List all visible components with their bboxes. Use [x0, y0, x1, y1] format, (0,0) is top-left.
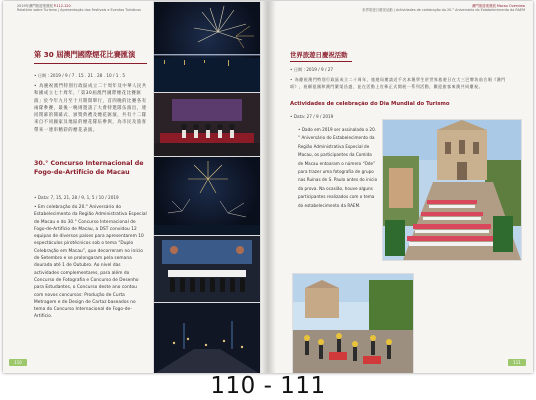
section-title-fireworks-pt-line1: 30.° Concurso Internacional de: [34, 160, 144, 167]
section-title-tourism-day-zh: 世界旅遊日慶祝活動: [290, 51, 348, 59]
section-divider: [34, 63, 147, 64]
page-range-label: 110 - 111: [210, 373, 326, 399]
night-street-image: [154, 303, 260, 373]
fireworks-body-pt: • Em celebração do 20.° Aniversário do Estabelecimento da Região Administrativa Especial de Macau e do 30.° Concurso Internacional de Fogo-de-Artifício de Macau, a DST convidou 12 equipas de diversos países para apresentarem 10 espectáculos pirotécnicos sob o tema “Duplo Celebração em Macau”, que decorreram no início de Setembro e se prolongaram pela semana dourada até 1 de Outubro. Ao nível das actividades complementares, para além do Concurso de Fotografia e Concurso de Desenho para Estudantes, o Concurso deste ano contou com novos concursos: Produção de Curta Metragem e de Design de Cartaz baseados no tema do Concurso Internacional de Fogo-de-Artifício.: [34, 205, 147, 320]
tourism-day-body-zh: • 為慶祝澳門特別行政區成立二十周年，旅遊局邀請近千名本澳學生於世界旅遊日在大三巴牌坊前合唱《澳門頌》，祝願祖國和澳門繁榮昌盛，並在活動上宣佈正式開展一系列活動，歡迎旅客來澳共同慶祝。: [290, 77, 506, 89]
photo-ruins-st-paul: [382, 119, 522, 261]
left-page: [3, 1, 268, 373]
left-running-head: [17, 4, 141, 12]
section-title-fireworks-zh: 第 30 屆澳門國際煙花比賽匯演: [34, 50, 136, 59]
fireworks-tower-image: [154, 157, 260, 235]
fireworks-dates-zh: • 日期 : 2019 / 9 / 7 . 15 . 21 . 28 . 10 / 1 . 5: [34, 73, 126, 78]
right-running-head-line1: 澳門旅遊業發展 Macau Overview: [472, 4, 525, 8]
award-ceremony-image: [154, 236, 260, 302]
section-title-fireworks-pt-line2: Fogo-de-Artifício de Macau: [34, 169, 130, 176]
photo-fireworks-tower: [153, 156, 261, 236]
right-page: [268, 1, 533, 373]
tourism-day-dates-zh: • 日期 : 2019 / 9 / 27: [290, 67, 334, 72]
magazine-spread: [3, 1, 533, 373]
tourism-day-dates-pt: • Data: 27 / 9 / 2019: [290, 114, 334, 119]
left-running-head-line1: 2019年澳門旅遊業發展: [17, 4, 53, 8]
photo-night-street: [153, 302, 261, 373]
photo-award-ceremony: [153, 235, 261, 303]
page-number-right: 111: [508, 359, 526, 366]
fireworks-bridge-image: [154, 2, 260, 92]
fireworks-body-zh: • 為慶祝澳門特別行政區成立二十周年及中華人民共和國成立七十周年，「第30屆澳門國際煙花比賽匯演」於今年九月至十月期間舉行，首四晚的比賽各有兩隊參賽，最後一晚則邀請了大會特邀隊伍演出，連同閉幕的開幕式、頒獎典禮及煙花匯演，共有十二隊來自不同國家及地區的煙花隊伍參與，為市民及旅客帶來一連串精彩的煙花表演。: [34, 84, 147, 133]
right-running-head: [362, 4, 525, 12]
ruins-st-paul-image: [383, 120, 521, 260]
section-divider: [290, 61, 352, 62]
section-title-tourism-day-pt: Actividades de celebração do Dia Mundial do Turismo: [290, 101, 450, 107]
tourism-day-body-pt: • Dado em 2019 ser assinalado o 20.° Aniversário do Estabelecimento da Região Administrativa Especial de Macau, os participantes da Comida de Macau entoaram o número “Ode” para trazer uma fotografia de grupo nas Ruínas de S. Paulo antes do início da prova. Na ocasião, houve alguns participantes realizados com o tema do estabelecimento da RAEM.: [298, 127, 378, 208]
photo-fireworks-bridge: [153, 1, 261, 93]
photo-launch-ceremony: [153, 92, 261, 157]
right-running-head-line2: 世界旅遊日慶祝活動 | Actividades de celebração do 20.° Aniversário do Estabelecimento da RAEM: [362, 8, 525, 13]
book-gutter: [260, 1, 276, 373]
photo-tourism-day-event: [292, 273, 414, 373]
fireworks-dates-pt: • Data: 7, 15, 21, 28 / 9, 1, 5 / 10 / 2019: [34, 195, 119, 200]
section-title-fireworks-pt: [34, 159, 144, 177]
page-number-left: 110: [9, 359, 27, 366]
left-running-head-code: P.112-120: [53, 4, 71, 8]
left-running-head-line2: Relatório sobre Turismo | Apresentação dos Festivais e Eventos Turísticos: [17, 8, 141, 13]
tourism-day-event-image: [293, 274, 413, 373]
launch-ceremony-image: [154, 93, 260, 156]
